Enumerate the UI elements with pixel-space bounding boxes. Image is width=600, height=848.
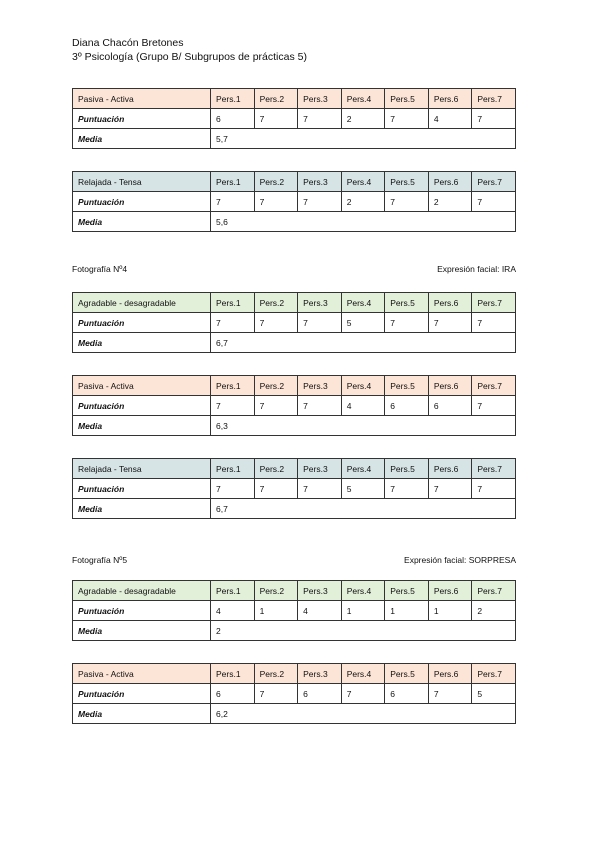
media-label: Media bbox=[73, 704, 211, 724]
person-header: Pers.2 bbox=[254, 293, 298, 313]
score-cell: 2 bbox=[428, 192, 472, 212]
person-header: Pers.1 bbox=[211, 664, 255, 684]
score-cell: 7 bbox=[385, 313, 429, 333]
score-row bbox=[73, 479, 516, 499]
score-cell: 6 bbox=[428, 396, 472, 416]
score-row bbox=[73, 684, 516, 704]
score-cell: 7 bbox=[472, 396, 516, 416]
header-row bbox=[73, 581, 516, 601]
rating-table bbox=[72, 88, 516, 149]
score-cell: 7 bbox=[472, 192, 516, 212]
person-header: Pers.3 bbox=[298, 172, 342, 192]
media-value: 6,3 bbox=[211, 416, 516, 436]
person-header: Pers.6 bbox=[428, 376, 472, 396]
person-header: Pers.5 bbox=[385, 89, 429, 109]
rating-table bbox=[72, 292, 516, 353]
score-cell: 1 bbox=[428, 601, 472, 621]
score-cell: 4 bbox=[211, 601, 255, 621]
section-title: Fotografía Nº4 bbox=[72, 264, 128, 274]
score-cell: 7 bbox=[298, 109, 342, 129]
score-cell: 5 bbox=[341, 313, 385, 333]
media-row bbox=[73, 416, 516, 436]
rating-table bbox=[72, 663, 516, 724]
section-expression: Expresión facial: SORPRESA bbox=[404, 555, 516, 565]
section-header-foto5 bbox=[72, 555, 516, 565]
score-cell: 7 bbox=[385, 109, 429, 129]
puntuacion-label: Puntuación bbox=[73, 684, 211, 704]
media-row bbox=[73, 499, 516, 519]
score-cell: 7 bbox=[254, 313, 298, 333]
person-header: Pers.3 bbox=[298, 376, 342, 396]
puntuacion-label: Puntuación bbox=[73, 192, 211, 212]
person-header: Pers.6 bbox=[428, 172, 472, 192]
person-header: Pers.6 bbox=[428, 293, 472, 313]
person-header: Pers.5 bbox=[385, 459, 429, 479]
media-value: 5,7 bbox=[211, 129, 516, 149]
person-header: Pers.4 bbox=[341, 376, 385, 396]
person-header: Pers.6 bbox=[428, 459, 472, 479]
person-header: Pers.1 bbox=[211, 89, 255, 109]
score-row bbox=[73, 109, 516, 129]
score-cell: 2 bbox=[472, 601, 516, 621]
person-header: Pers.3 bbox=[298, 459, 342, 479]
puntuacion-label: Puntuación bbox=[73, 396, 211, 416]
person-header: Pers.6 bbox=[428, 664, 472, 684]
score-cell: 7 bbox=[254, 479, 298, 499]
dimension-label: Pasiva - Activa bbox=[73, 664, 211, 684]
score-cell: 7 bbox=[254, 192, 298, 212]
header-row bbox=[73, 172, 516, 192]
score-cell: 2 bbox=[341, 192, 385, 212]
person-header: Pers.7 bbox=[472, 89, 516, 109]
score-cell: 7 bbox=[385, 192, 429, 212]
score-cell: 4 bbox=[298, 601, 342, 621]
score-cell: 7 bbox=[254, 684, 298, 704]
person-header: Pers.2 bbox=[254, 664, 298, 684]
person-header: Pers.1 bbox=[211, 459, 255, 479]
score-cell: 7 bbox=[298, 313, 342, 333]
header-row bbox=[73, 293, 516, 313]
person-header: Pers.7 bbox=[472, 459, 516, 479]
person-header: Pers.4 bbox=[341, 293, 385, 313]
score-cell: 7 bbox=[472, 479, 516, 499]
person-header: Pers.4 bbox=[341, 459, 385, 479]
section-expression: Expresión facial: IRA bbox=[437, 264, 516, 274]
score-cell: 7 bbox=[385, 479, 429, 499]
score-row bbox=[73, 396, 516, 416]
score-cell: 6 bbox=[211, 109, 255, 129]
score-cell: 7 bbox=[254, 396, 298, 416]
score-row bbox=[73, 192, 516, 212]
person-header: Pers.6 bbox=[428, 89, 472, 109]
person-header: Pers.5 bbox=[385, 664, 429, 684]
score-cell: 5 bbox=[472, 684, 516, 704]
media-value: 2 bbox=[211, 621, 516, 641]
rating-table bbox=[72, 580, 516, 641]
score-cell: 5 bbox=[341, 479, 385, 499]
person-header: Pers.1 bbox=[211, 376, 255, 396]
score-cell: 7 bbox=[211, 479, 255, 499]
media-value: 5,6 bbox=[211, 212, 516, 232]
media-label: Media bbox=[73, 333, 211, 353]
person-header: Pers.1 bbox=[211, 293, 255, 313]
header-row bbox=[73, 89, 516, 109]
person-header: Pers.3 bbox=[298, 664, 342, 684]
score-cell: 7 bbox=[472, 109, 516, 129]
media-value: 6,7 bbox=[211, 499, 516, 519]
score-cell: 1 bbox=[385, 601, 429, 621]
person-header: Pers.7 bbox=[472, 664, 516, 684]
person-header: Pers.4 bbox=[341, 89, 385, 109]
header-row bbox=[73, 459, 516, 479]
section-title: Fotografía Nº5 bbox=[72, 555, 128, 565]
person-header: Pers.7 bbox=[472, 172, 516, 192]
dimension-label: Pasiva - Activa bbox=[73, 89, 211, 109]
score-cell: 1 bbox=[341, 601, 385, 621]
media-row bbox=[73, 704, 516, 724]
person-header: Pers.1 bbox=[211, 172, 255, 192]
person-header: Pers.7 bbox=[472, 581, 516, 601]
score-cell: 7 bbox=[428, 313, 472, 333]
score-cell: 4 bbox=[428, 109, 472, 129]
puntuacion-label: Puntuación bbox=[73, 479, 211, 499]
person-header: Pers.2 bbox=[254, 459, 298, 479]
score-cell: 7 bbox=[298, 396, 342, 416]
dimension-label: Agradable - desagradable bbox=[73, 581, 211, 601]
media-row bbox=[73, 212, 516, 232]
puntuacion-label: Puntuación bbox=[73, 601, 211, 621]
person-header: Pers.5 bbox=[385, 293, 429, 313]
score-cell: 7 bbox=[211, 396, 255, 416]
media-label: Media bbox=[73, 416, 211, 436]
person-header: Pers.5 bbox=[385, 376, 429, 396]
media-row bbox=[73, 333, 516, 353]
media-label: Media bbox=[73, 499, 211, 519]
header-row bbox=[73, 664, 516, 684]
person-header: Pers.2 bbox=[254, 581, 298, 601]
person-header: Pers.3 bbox=[298, 293, 342, 313]
score-cell: 1 bbox=[254, 601, 298, 621]
score-cell: 7 bbox=[428, 479, 472, 499]
person-header: Pers.3 bbox=[298, 581, 342, 601]
score-cell: 7 bbox=[211, 313, 255, 333]
puntuacion-label: Puntuación bbox=[73, 109, 211, 129]
person-header: Pers.7 bbox=[472, 376, 516, 396]
media-label: Media bbox=[73, 212, 211, 232]
media-row bbox=[73, 129, 516, 149]
media-label: Media bbox=[73, 621, 211, 641]
person-header: Pers.4 bbox=[341, 581, 385, 601]
score-cell: 4 bbox=[341, 396, 385, 416]
section-header-foto4 bbox=[72, 264, 516, 274]
course-info: 3º Psicología (Grupo B/ Subgrupos de prácticas 5) bbox=[72, 51, 307, 63]
score-cell: 6 bbox=[385, 396, 429, 416]
dimension-label: Agradable - desagradable bbox=[73, 293, 211, 313]
person-header: Pers.5 bbox=[385, 172, 429, 192]
media-value: 6,2 bbox=[211, 704, 516, 724]
person-header: Pers.1 bbox=[211, 581, 255, 601]
person-header: Pers.7 bbox=[472, 293, 516, 313]
score-cell: 7 bbox=[254, 109, 298, 129]
person-header: Pers.2 bbox=[254, 172, 298, 192]
puntuacion-label: Puntuación bbox=[73, 313, 211, 333]
rating-table bbox=[72, 458, 516, 519]
person-header: Pers.6 bbox=[428, 581, 472, 601]
rating-table bbox=[72, 171, 516, 232]
score-cell: 7 bbox=[341, 684, 385, 704]
score-cell: 2 bbox=[341, 109, 385, 129]
person-header: Pers.2 bbox=[254, 89, 298, 109]
score-cell: 7 bbox=[472, 313, 516, 333]
score-row bbox=[73, 601, 516, 621]
person-header: Pers.5 bbox=[385, 581, 429, 601]
header-row bbox=[73, 376, 516, 396]
person-header: Pers.3 bbox=[298, 89, 342, 109]
score-cell: 6 bbox=[385, 684, 429, 704]
media-label: Media bbox=[73, 129, 211, 149]
media-value: 6,7 bbox=[211, 333, 516, 353]
author-block bbox=[72, 36, 307, 64]
score-cell: 6 bbox=[211, 684, 255, 704]
media-row bbox=[73, 621, 516, 641]
score-cell: 7 bbox=[428, 684, 472, 704]
score-cell: 7 bbox=[211, 192, 255, 212]
dimension-label: Pasiva - Activa bbox=[73, 376, 211, 396]
author-name: Diana Chacón Bretones bbox=[72, 37, 184, 49]
score-row bbox=[73, 313, 516, 333]
dimension-label: Relajada - Tensa bbox=[73, 172, 211, 192]
person-header: Pers.4 bbox=[341, 664, 385, 684]
dimension-label: Relajada - Tensa bbox=[73, 459, 211, 479]
score-cell: 7 bbox=[298, 479, 342, 499]
person-header: Pers.2 bbox=[254, 376, 298, 396]
score-cell: 6 bbox=[298, 684, 342, 704]
person-header: Pers.4 bbox=[341, 172, 385, 192]
rating-table bbox=[72, 375, 516, 436]
score-cell: 7 bbox=[298, 192, 342, 212]
